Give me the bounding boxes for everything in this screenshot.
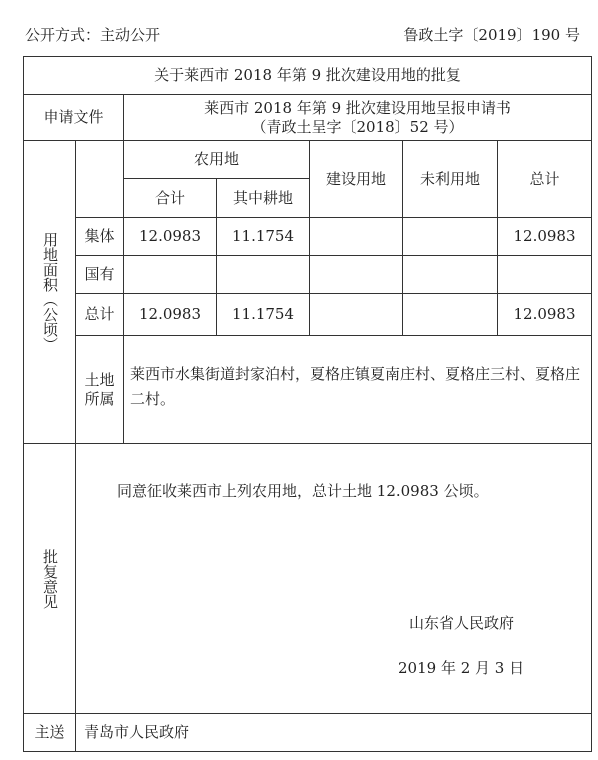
corner-cell <box>76 141 124 218</box>
subtotal-value: 12.0983 <box>124 294 217 336</box>
approval-label: 批复意见 <box>41 548 59 609</box>
recipient-value: 青岛市人民政府 <box>76 714 592 752</box>
cultivated-value: 11.1754 <box>217 218 310 256</box>
approval-label-cell <box>24 444 76 714</box>
application-document <box>124 95 592 141</box>
area-label: 用地面积（公顷） <box>41 232 59 352</box>
issuing-authority: 山东省人民政府 <box>409 614 515 632</box>
application-line-2: （青政土呈字〔2018〕52 号） <box>251 117 464 136</box>
disclosure-method: 公开方式：主动公开 <box>25 26 161 44</box>
approval-content <box>76 444 592 714</box>
farmland-header: 农用地 <box>124 141 310 179</box>
approval-table <box>23 56 592 752</box>
area-label-cell <box>24 141 76 444</box>
location-label-line-2: 所属 <box>84 389 115 408</box>
cultivated-value: 11.1754 <box>217 294 310 336</box>
total-value <box>498 256 592 294</box>
application-line-1: 莱西市 2018 年第 9 批次建设用地呈报申请书 <box>204 98 511 117</box>
land-location: 莱西市水集街道封家泊村，夏格庄镇夏南庄村、夏格庄三村、夏格庄二村。 <box>124 336 592 444</box>
total-value: 12.0983 <box>498 294 592 336</box>
construction-value <box>310 256 403 294</box>
application-label: 申请文件 <box>24 95 124 141</box>
document-title: 关于莱西市 2018 年第 9 批次建设用地的批复 <box>24 57 592 95</box>
unused-value <box>403 294 498 336</box>
construction-value <box>310 294 403 336</box>
table-row <box>24 218 592 256</box>
unused-value <box>403 218 498 256</box>
approval-text: 同意征收莱西市上列农用地，总计土地 12.0983 公顷。 <box>117 482 489 500</box>
row-name: 集体 <box>76 218 124 256</box>
subtotal-value: 12.0983 <box>124 218 217 256</box>
approval-date: 2019 年 2 月 3 日 <box>398 659 525 677</box>
recipient-label: 主送 <box>24 714 76 752</box>
row-name: 总计 <box>76 294 124 336</box>
construction-value <box>310 218 403 256</box>
cultivated-value <box>217 256 310 294</box>
subtotal-header: 合计 <box>124 179 217 218</box>
unused-value <box>403 256 498 294</box>
total-header: 总计 <box>498 141 592 218</box>
table-row <box>24 256 592 294</box>
document-number: 鲁政土字〔2019〕190 号 <box>403 26 580 44</box>
unused-header: 未利用地 <box>403 141 498 218</box>
location-label <box>76 336 124 444</box>
table-row <box>24 294 592 336</box>
location-label-line-1: 土地 <box>84 370 115 389</box>
row-name: 国有 <box>76 256 124 294</box>
subtotal-value <box>124 256 217 294</box>
construction-header: 建设用地 <box>310 141 403 218</box>
total-value: 12.0983 <box>498 218 592 256</box>
cultivated-header: 其中耕地 <box>217 179 310 218</box>
